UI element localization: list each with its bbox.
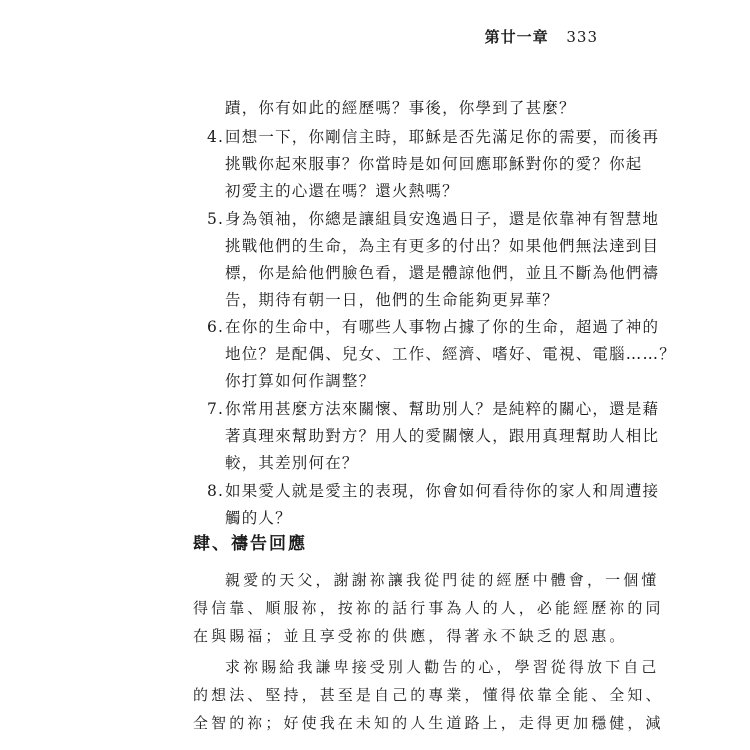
question-5-line-1 [207,207,659,229]
page-number: 333 [566,28,598,46]
question-7-text-1: 你常用甚麼方法來關懷、幫助別人？是純粹的關心，還是藉 [225,400,660,418]
question-6-line-2: 地位？是配偶、兒女、工作、經濟、嗜好、電視、電腦……？ [225,345,676,363]
question-5-line-3: 標，你是給他們臉色看，還是體諒他們，並且不斷為他們禱 [225,264,660,282]
prayer-paragraph-2-line-3: 全智的祢；好使我在未知的人生道路上，走得更加穩健，減 [193,714,664,732]
question-8-line-1 [207,479,659,501]
chapter-title: 第廿一章 [484,28,549,46]
question-4-line-3: 初愛主的心還在嗎？還火熱嗎？ [225,182,459,200]
question-4-text-1: 回想一下，你剛信主時，耶穌是否先滿足你的需要，而後再 [225,128,660,146]
question-4-line-1 [207,125,659,147]
prayer-paragraph-1-line-3: 在與賜福；並且享受祢的供應，得著永不缺乏的恩惠。 [193,627,628,645]
question-7-line-3: 較，其差別何在？ [225,454,359,472]
question-5-text-1: 身為領袖，你總是讓組員安逸過日子，還是依靠神有智慧地 [225,210,660,228]
prayer-paragraph-1-line-1: 親愛的天父，謝謝祢讓我從門徒的經歷中體會，一個懂 [225,571,660,589]
question-4-line-2: 挑戰你起來服事？你當時是如何回應耶穌對你的愛？你起 [225,155,643,173]
prayer-paragraph-2-line-1: 求祢賜給我謙卑接受別人勸告的心，學習從得放下自己 [225,658,660,676]
question-5-number: 5. [207,210,225,228]
question-7-line-1 [207,397,659,419]
question-5-line-4: 告，期待有朝一日，他們的生命能夠更昇華？ [225,291,560,309]
question-4-number: 4. [207,128,225,146]
question-7-line-2: 著真理來幫助對方？用人的愛關懷人，跟用真理幫助人相比 [225,427,660,445]
question-8-number: 8. [207,482,225,500]
question-6-line-3: 你打算如何作調整？ [225,372,376,390]
question-7-number: 7. [207,400,225,418]
question-8-text-1: 如果愛人就是愛主的表現，你會如何看待你的家人和周遭接 [225,482,660,500]
question-5-line-2: 挑戰他們的生命，為主有更多的付出？如果他們無法達到目 [225,237,660,255]
prayer-paragraph-2-line-2: 的想法、堅持，甚至是自己的專業，懂得依靠全能、全知、 [193,686,664,704]
question-6-number: 6. [207,318,225,336]
question-6-line-1 [207,315,659,337]
question-8-line-2: 觸的人？ [225,509,292,527]
question-6-text-1: 在你的生命中，有哪些人事物占據了你的生命，超過了神的 [225,318,660,336]
page-header [485,26,598,47]
prayer-paragraph-1-line-2: 得信靠、順服祢，按祢的話行事為人的人，必能經歷祢的同 [193,599,664,617]
section-heading: 肆、禱告回應 [193,534,307,554]
question-3-continuation: 蹟，你有如此的經歷嗎？事後，你學到了甚麼？ [225,99,576,117]
